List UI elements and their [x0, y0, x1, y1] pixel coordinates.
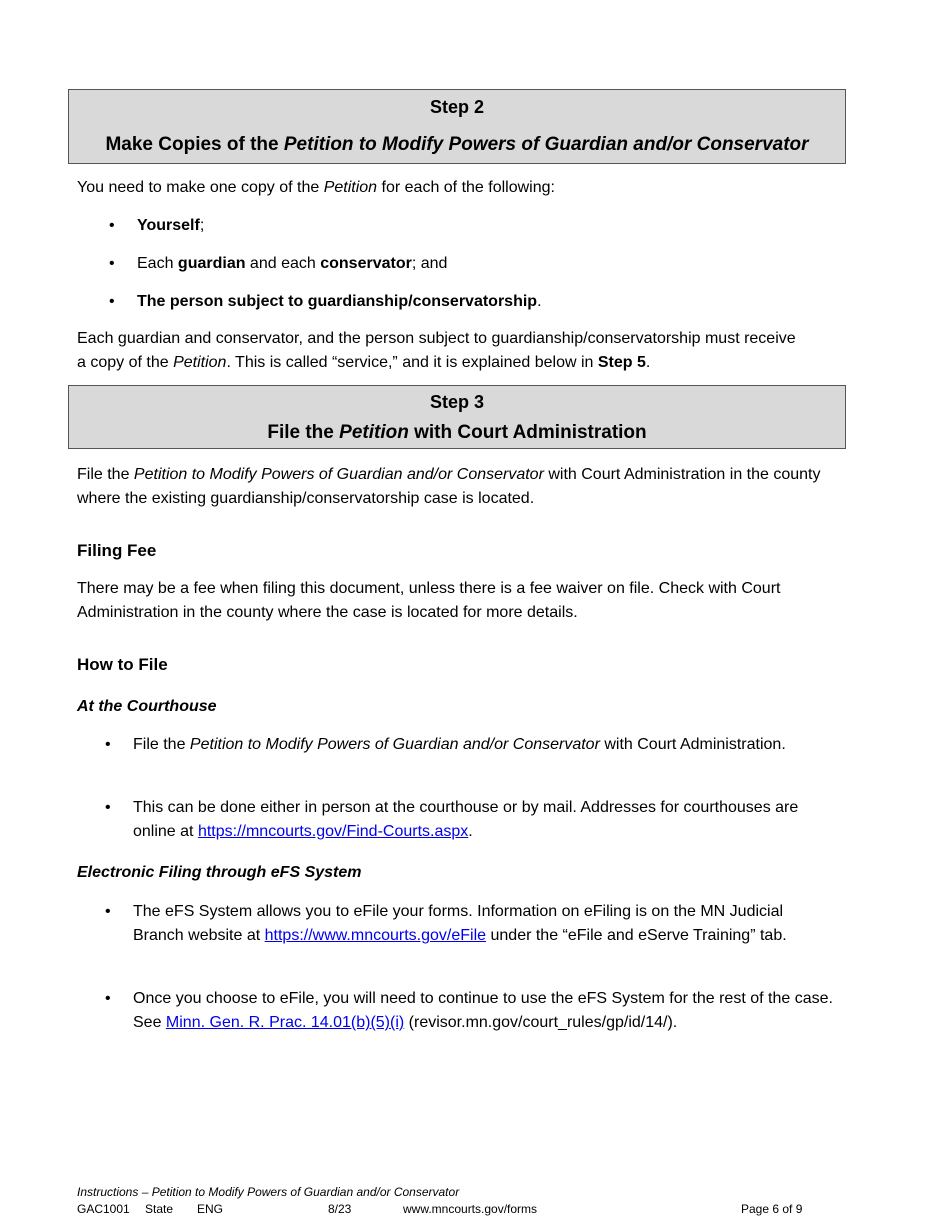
footer-title: Instructions – Petition to Modify Powers of Guardian and/or Conservator	[77, 1185, 460, 1199]
filing-fee-heading: Filing Fee	[77, 541, 157, 560]
filing-fee-text: There may be a fee when filing this document, unless there is a fee waiver on file. Check with Court Administration in the county where the case is located for more details.	[77, 580, 781, 621]
bullet-icon: •	[109, 255, 115, 272]
document-page: Step 2 Make Copies of the Petition to Modify Powers of Guardian and/or Conservator You need to make one copy of the Petition for each of the following: • Yourself; • Each guardian and each conservator; and • The person subject to guardianship/conservatorship. Each guardian and conservator, and the person subject to guardianship/conservatorship must receive a copy of the Petition. This is called “service,” and it is explained below in Step 5. Step 3 File the Petition with Court Administration File the Petition to Modify Powers of Guardian and/or Conservator with Court Administration in the county where the existing guardianship/conservatorship case is located. Filing Fee There may be a fee when filing this document, unless there is a fee waiver on file. Check with Court Administration in the county where the case is located for more details. How to File At the Courthouse • File the Petition to Modify Powers of Guardian and/or Conservator with Court Administration. • This can be done either in person at the courthouse or by mail. Addresses for courthouses are online at https://mncourts.gov/Find-Courts.aspx. Electronic Filing through eFS System • The eFS System allows you to eFile your forms. Information on eFiling is on the MN Judicial Branch website at https://www.mncourts.gov/eFile under the “eFile and eServe Training” tab. • Once you choose to eFile, you will need to continue to use the eFS System for the rest of the case. See Minn. Gen. R. Prac. 14.01(b)(5)(i) (revisor.mn.gov/court_rules/gp/id/14/). Instructions – Petition to Modify Powers of Guardian and/or Conservator GAC1001 State ENG 8/23 www.mncourts.gov/forms Page 6 of 9	[0, 0, 950, 1230]
footer-page-number: Page 6 of 9	[741, 1202, 803, 1216]
step2-intro: You need to make one copy of the Petition for each of the following:	[77, 179, 555, 196]
footer-form-id: GAC1001	[77, 1202, 130, 1216]
bullet-icon: •	[105, 799, 111, 816]
step3-title: File the Petition with Court Administration	[267, 422, 647, 443]
at-courthouse-heading: At the Courthouse	[77, 698, 217, 715]
step2-title: Make Copies of the Petition to Modify Powers of Guardian and/or Conservator	[105, 134, 809, 155]
step3-header-box	[68, 385, 846, 449]
how-to-file-heading: How to File	[77, 655, 168, 674]
footer-date: 8/23	[328, 1202, 352, 1216]
step3-label: Step 3	[429, 392, 485, 412]
find-courts-link[interactable]: https://mncourts.gov/Find-Courts.aspx	[197, 823, 469, 840]
bullet-icon: •	[105, 736, 111, 753]
gen-r-prac-link[interactable]: Minn. Gen. R. Prac. 14.01(b)(5)(i)	[165, 1014, 405, 1031]
step3-intro: File the Petition to Modify Powers of Guardian and/or Conservator with Court Administration in the county where the existing guardianship/conservatorship case is located.	[77, 466, 821, 507]
efs-heading: Electronic Filing through eFS System	[77, 864, 362, 881]
step2-label: Step 2	[429, 97, 485, 117]
footer-jurisdiction: State	[145, 1202, 174, 1216]
bullet-icon: •	[105, 990, 111, 1007]
bullet-icon: •	[109, 217, 115, 234]
bullet-icon: •	[109, 293, 115, 310]
bullet-icon: •	[105, 903, 111, 920]
step2-service-note: Each guardian and conservator, and the person subject to guardianship/conservatorship must receive a copy of the Petition. This is called “service,” and it is explained below in Step 5.	[77, 330, 796, 371]
footer-language: ENG	[197, 1202, 224, 1216]
efile-link[interactable]: https://www.mncourts.gov/eFile	[264, 927, 487, 944]
footer-url: www.mncourts.gov/forms	[403, 1202, 538, 1216]
step2-header-box	[68, 89, 846, 164]
footer	[77, 1185, 837, 1225]
